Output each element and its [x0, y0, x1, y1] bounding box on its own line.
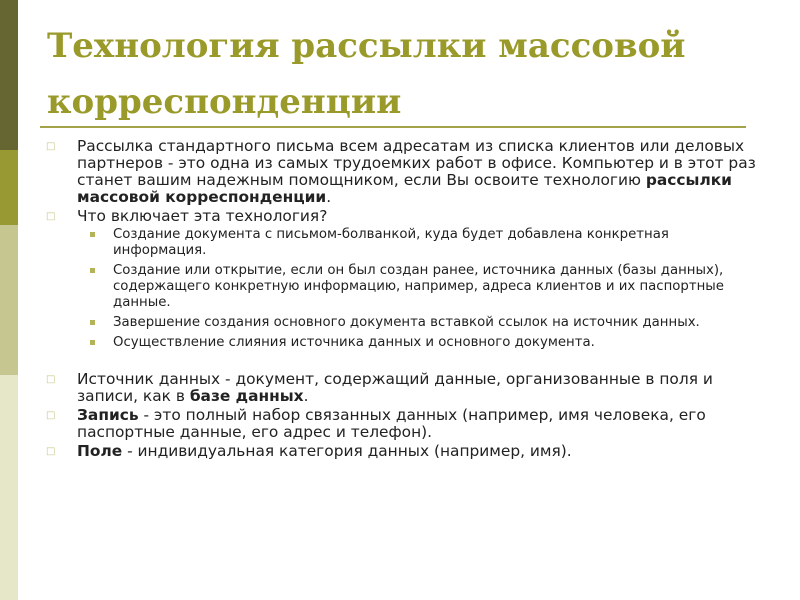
step-text: Создание или открытие, если он был создан ранее, источника данных (базы данных), содержащего конкретную информацию, например, адреса клиентов и их паспортные данные. [113, 263, 724, 310]
bullet-source-text: Источник данных - документ, содержащий данные, организованные в поля и записи, как в [77, 370, 713, 405]
bullet-record-text: - это полный набор связанных данных (например, имя человека, его паспортные данные, его адрес и телефон). [77, 406, 706, 441]
sidebar-stripe-light [0, 225, 18, 375]
bullet-source-bold: базе данных [189, 387, 304, 405]
sidebar-stripe-olive [0, 150, 18, 225]
bullet-intro-text: Рассылка стандартного письма всем адресатам из списка клиентов или деловых партнеров - это одна из самых трудоемких работ в офисе. Компьютер и в этот раз станет вашим надежным помощником, если Вы освоите технологию [77, 137, 756, 189]
hollow-square-icon: □ [46, 410, 56, 421]
hollow-square-icon: □ [46, 211, 56, 222]
bullet-record-term: Запись [77, 406, 139, 424]
sub-bullet-step-1 [46, 227, 762, 259]
filled-square-icon [90, 320, 95, 325]
title-divider [40, 126, 746, 128]
sidebar-stripe-dark [0, 0, 18, 150]
sub-bullet-step-3 [46, 315, 762, 331]
sidebar-stripe-pale [0, 375, 18, 600]
step-text: Осуществление слияния источника данных и основного документа. [113, 335, 595, 350]
hollow-square-icon: □ [46, 446, 56, 457]
bullet-intro-tail: . [326, 188, 332, 206]
sub-bullet-step-4 [46, 335, 762, 351]
sub-bullet-step-2 [46, 263, 762, 311]
filled-square-icon [90, 232, 95, 237]
step-text: Завершение создания основного документа вставкой ссылок на источник данных. [113, 315, 700, 330]
bullet-question [46, 208, 762, 225]
filled-square-icon [90, 340, 95, 345]
bullet-field-term: Поле [77, 442, 123, 460]
hollow-square-icon: □ [46, 374, 56, 385]
slide-title: Технология рассылки массовой корреспонденции [47, 26, 686, 122]
bullet-record [46, 407, 762, 441]
filled-square-icon [90, 268, 95, 273]
slide-body [46, 138, 762, 462]
bullet-intro-bold: рассылки массовой корреспонденции [77, 171, 732, 206]
bullet-field-text: - индивидуальная категория данных (например, имя). [122, 442, 572, 460]
bullet-intro [46, 138, 762, 206]
hollow-square-icon: □ [46, 141, 56, 152]
bullet-source-tail: . [303, 387, 309, 405]
bullet-question-text: Что включает эта технология? [77, 207, 328, 225]
spacer [46, 355, 762, 371]
step-text: Создание документа с письмом-болванкой, куда будет добавлена конкретная информация. [113, 227, 669, 258]
bullet-field [46, 443, 762, 460]
bullet-data-source [46, 371, 762, 405]
